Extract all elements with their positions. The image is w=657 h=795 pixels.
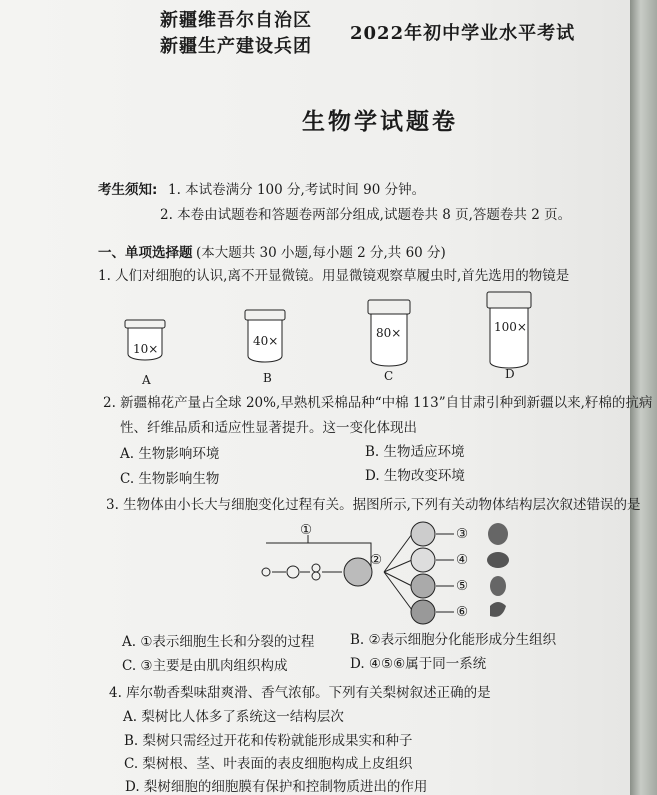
diagram-label-6: ⑥ [456, 604, 469, 620]
notice-item-1: 1. 本试卷满分 100 分,考试时间 90 分钟。 [168, 182, 426, 198]
q2-option-d: D. 生物改变环境 [365, 468, 465, 484]
lens-b-mag: 40× [253, 334, 279, 348]
q4-option-d: D. 梨树细胞的细胞膜有保护和控制物质进出的作用 [125, 779, 428, 795]
q4-stem: 4. 库尔勒香梨味甜爽滑、香气浓郁。下列有关梨树叙述正确的是 [109, 685, 491, 701]
objective-lenses-figure [100, 290, 620, 380]
lens-a-label: A [142, 373, 151, 387]
q4-option-b: B. 梨树只需经过开花和传粉就能形成果实和种子 [124, 733, 413, 749]
diagram-label-5: ⑤ [456, 578, 469, 594]
header-region-2: 新疆生产建设兵团 [160, 36, 312, 57]
notice-item-2: 2. 本卷由试题卷和答题卷两部分组成,试题卷共 8 页,答题卷共 2 页。 [160, 207, 572, 223]
diagram-label-3: ③ [456, 526, 469, 542]
lens-d-label: D [505, 367, 515, 381]
q2-option-b: B. 生物适应环境 [365, 444, 465, 460]
lens-a-mag: 10× [133, 342, 159, 356]
q3-stem: 3. 生物体由小长大与细胞变化过程有关。据图所示,下列有关动物体结构层次叙述错误的是 [106, 497, 641, 513]
section-heading: 一、单项选择题 [98, 245, 193, 261]
cell-development-diagram [258, 520, 518, 630]
exam-name: 2022年初中学业水平考试 [350, 23, 576, 44]
lens-b-label: B [263, 371, 272, 385]
q4-option-c: C. 梨树根、茎、叶表面的表皮细胞构成上皮组织 [124, 756, 413, 772]
notice-label: 考生须知: [98, 182, 158, 198]
diagram-label-2: ② [370, 552, 383, 568]
lens-c-mag: 80× [376, 326, 402, 340]
q1-stem: 1. 人们对细胞的认识,离不开显微镜。用显微镜观察草履虫时,首先选用的物镜是 [98, 268, 570, 284]
q2-stem-line2: 性、纤维品质和适应性显著提升。这一变化体现出 [120, 420, 417, 436]
q3-option-b: B. ②表示细胞分化能形成分生组织 [350, 632, 557, 648]
header-region-1: 新疆维吾尔自治区 [160, 10, 312, 31]
diagram-label-1: ① [300, 522, 313, 538]
q4-option-a: A. 梨树比人体多了系统这一结构层次 [123, 709, 344, 725]
q2-option-c: C. 生物影响生物 [120, 471, 220, 487]
lens-d-mag: 100× [494, 320, 527, 334]
lens-c-label: C [384, 369, 394, 383]
q2-option-a: A. 生物影响环境 [120, 446, 220, 462]
section-desc: (本大题共 30 小题,每小题 2 分,共 60 分) [196, 245, 446, 261]
q3-option-a: A. ①表示细胞生长和分裂的过程 [122, 634, 315, 650]
q3-option-d: D. ④⑤⑥属于同一系统 [350, 656, 487, 672]
diagram-label-4: ④ [456, 552, 469, 568]
q2-stem-line1: 2. 新疆棉花产量占全球 20%,早熟机采棉品种“中棉 113”自甘肃引种到新疆以来,籽棉的抗病 [103, 395, 653, 411]
q3-option-c: C. ③主要是由肌肉组织构成 [122, 658, 288, 674]
page-title: 生物学试题卷 [302, 109, 458, 135]
